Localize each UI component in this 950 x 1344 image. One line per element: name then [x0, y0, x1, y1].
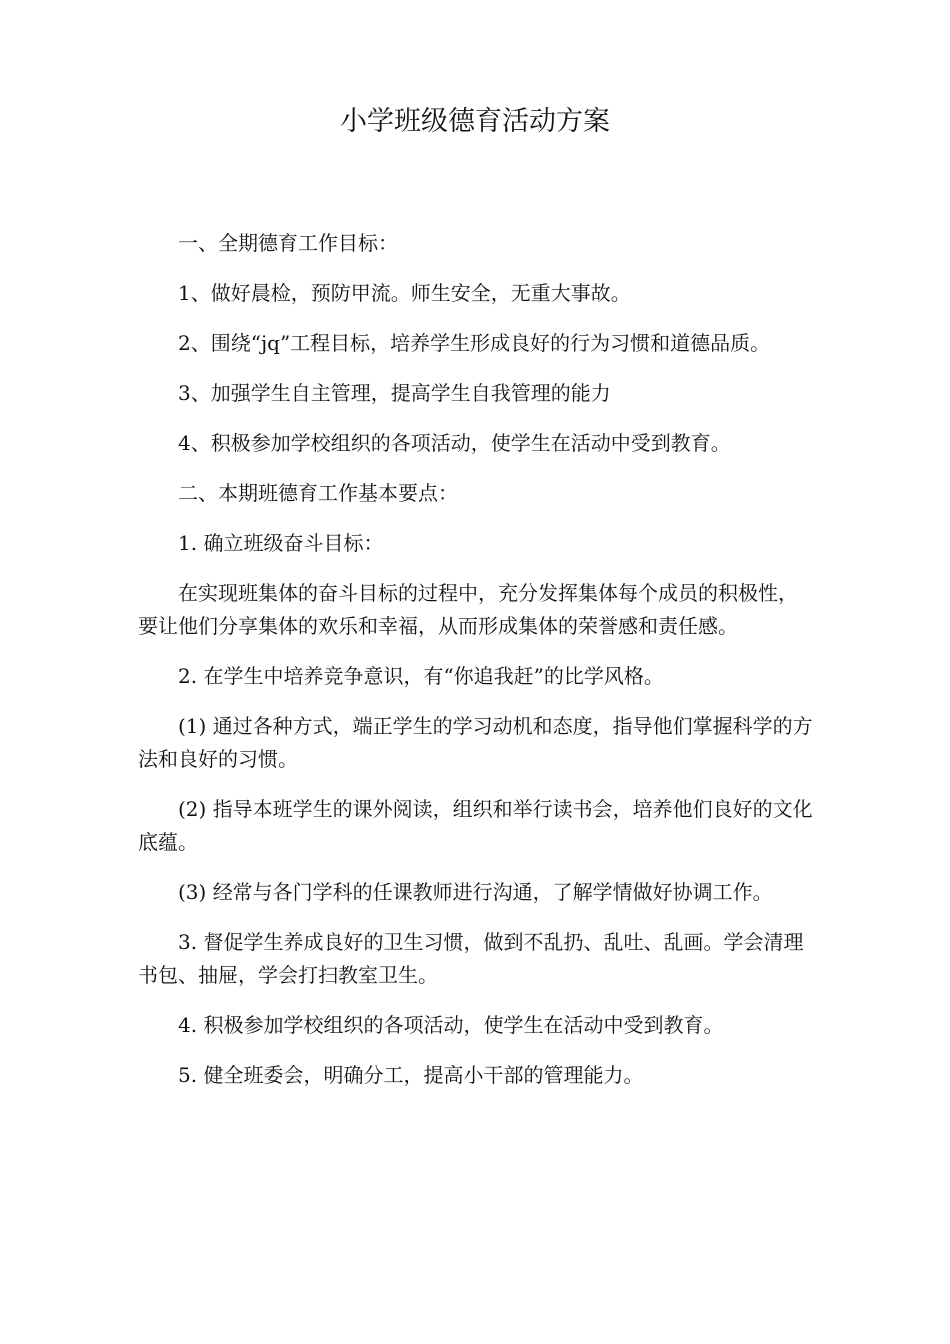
point-1-heading: 1. 确立班级奋斗目标： [178, 531, 384, 555]
goal-item-4: 4、积极参加学校组织的各项活动，使学生在活动中受到教育。 [178, 431, 731, 455]
section-heading-1: 一、全期德育工作目标： [178, 231, 398, 255]
document-body [138, 227, 813, 1092]
point-2-heading: 2. 在学生中培养竞争意识，有“你追我赶”的比学风格。 [178, 664, 664, 688]
point-5: 5. 健全班委会，明确分工，提高小干部的管理能力。 [178, 1063, 644, 1087]
goal-item-3: 3、加强学生自主管理，提高学生自我管理的能力 [178, 381, 611, 405]
point-2-sub-3: (3) 经常与各门学科的任课教师进行沟通，了解学情做好协调工作。 [178, 880, 773, 904]
goal-item-1: 1、做好晨检，预防甲流。师生安全，无重大事故。 [178, 281, 631, 305]
point-4: 4. 积极参加学校组织的各项活动，使学生在活动中受到教育。 [178, 1013, 724, 1037]
point-1-body: 在实现班集体的奋斗目标的过程中，充分发挥集体每个成员的积极性，要让他们分享集体的欢乐和幸福，从而形成集体的荣誉感和责任感。 [138, 581, 798, 638]
page-title: 小学班级德育活动方案 [340, 106, 610, 137]
point-3: 3. 督促学生养成良好的卫生习惯，做到不乱扔、乱吐、乱画。学会清理书包、抽屉，学会打扫教室卫生。 [138, 930, 804, 987]
section-heading-2: 二、本期班德育工作基本要点： [178, 481, 458, 505]
goal-item-2: 2、围绕“jq”工程目标，培养学生形成良好的行为习惯和道德品质。 [178, 331, 771, 355]
point-2-sub-2: (2) 指导本班学生的课外阅读，组织和举行读书会，培养他们良好的文化底蕴。 [138, 797, 813, 854]
point-2-sub-1: (1) 通过各种方式，端正学生的学习动机和态度，指导他们掌握科学的方法和良好的习惯。 [138, 714, 813, 771]
